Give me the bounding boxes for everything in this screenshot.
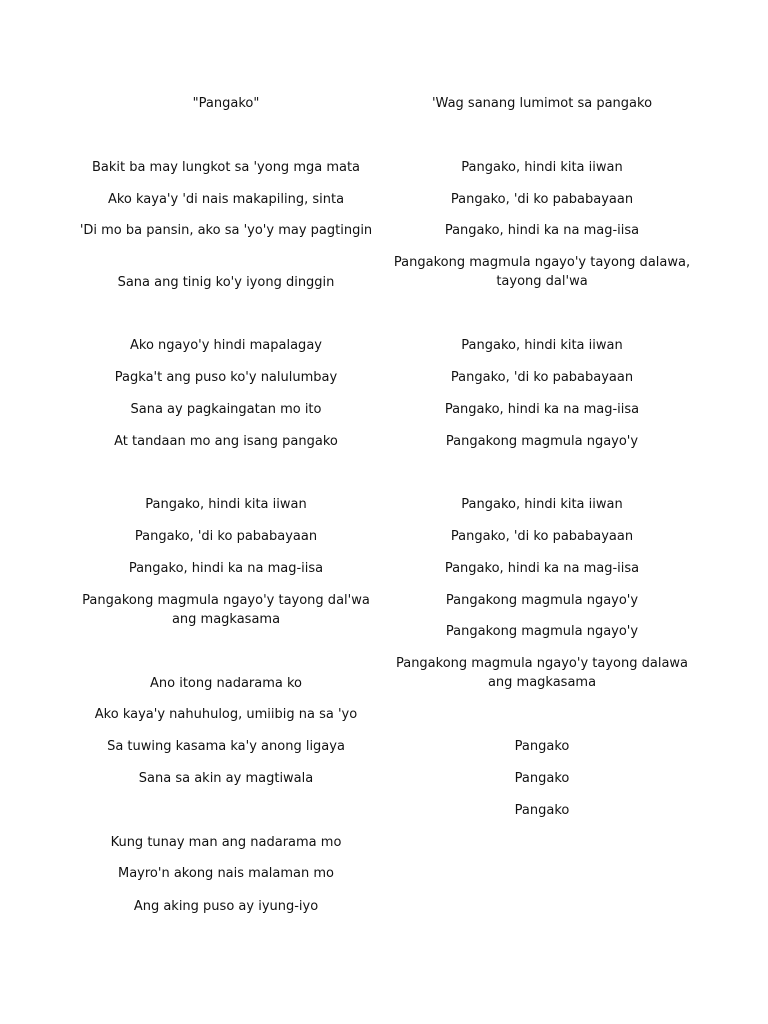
lyric-line: 'Wag sanang lumimot sa pangako [431,96,653,111]
lyric-line: Pangakong magmula ngayo'y tayong dal'wa ang magkasama [82,593,370,627]
lyric-line: Pangako, hindi ka na mag-iisa [444,561,640,576]
lyric-line: Pangako, hindi kita iiwan [145,497,307,512]
lyric-line: Sana ang tinig ko'y iyong dinggin [117,275,335,290]
lyric-line: Pangakong magmula ngayo'y [445,434,639,449]
lyric-line: Pangako, hindi ka na mag-iisa [444,223,640,238]
lyric-line: Sana sa akin ay magtiwala [138,771,314,786]
lyric-line: Pangako, hindi kita iiwan [461,160,623,175]
lyrics-right-column [392,0,692,1024]
lyric-line: Ako ngayo'y hindi mapalagay [130,338,322,353]
lyric-line: Mayro'n akong nais malaman mo [118,866,334,881]
lyric-line: Pangako [514,739,570,754]
lyric-line: Pangako [514,803,570,818]
lyric-line: Pagka't ang puso ko'y nalulumbay [114,370,338,385]
lyric-line: Kung tunay man ang nadarama mo [110,835,342,850]
lyric-line: 'Di mo ba pansin, ako sa 'yo'y may pagtingin [79,223,373,238]
song-title: "Pangako" [192,96,260,111]
lyric-line: Pangakong magmula ngayo'y [445,624,639,639]
lyric-line: At tandaan mo ang isang pangako [114,434,338,449]
lyric-line: Pangako, 'di ko pababayaan [450,192,634,207]
lyric-line: Pangakong magmula ngayo'y tayong dalawa ang magkasama [395,656,689,690]
lyric-line: Ako kaya'y nahuhulog, umiibig na sa 'yo [94,707,358,722]
lyric-line: Pangako, 'di ko pababayaan [134,529,318,544]
lyric-line: Ako kaya'y 'di nais makapiling, sinta [107,192,345,207]
lyric-line: Pangako, hindi kita iiwan [461,338,623,353]
lyric-line: Ang aking puso ay iyung-iyo [133,899,319,914]
lyric-line: Pangako, hindi kita iiwan [461,497,623,512]
lyric-line: Pangako, hindi ka na mag-iisa [444,402,640,417]
lyric-line: Pangako, 'di ko pababayaan [450,529,634,544]
lyric-line: Pangakong magmula ngayo'y tayong dalawa, tayong dal'wa [393,255,691,289]
lyric-line: Pangakong magmula ngayo'y [445,593,639,608]
lyric-line: Bakit ba may lungkot sa 'yong mga mata [91,160,361,175]
lyric-line: Pangako [514,771,570,786]
lyric-line: Sa tuwing kasama ka'y anong ligaya [107,739,345,754]
lyric-line: Sana ay pagkaingatan mo ito [130,402,322,417]
lyric-line: Pangako, hindi ka na mag-iisa [128,561,324,576]
lyrics-left-column [76,0,376,1024]
lyric-line: Ano itong nadarama ko [149,676,303,691]
lyric-line: Pangako, 'di ko pababayaan [450,370,634,385]
